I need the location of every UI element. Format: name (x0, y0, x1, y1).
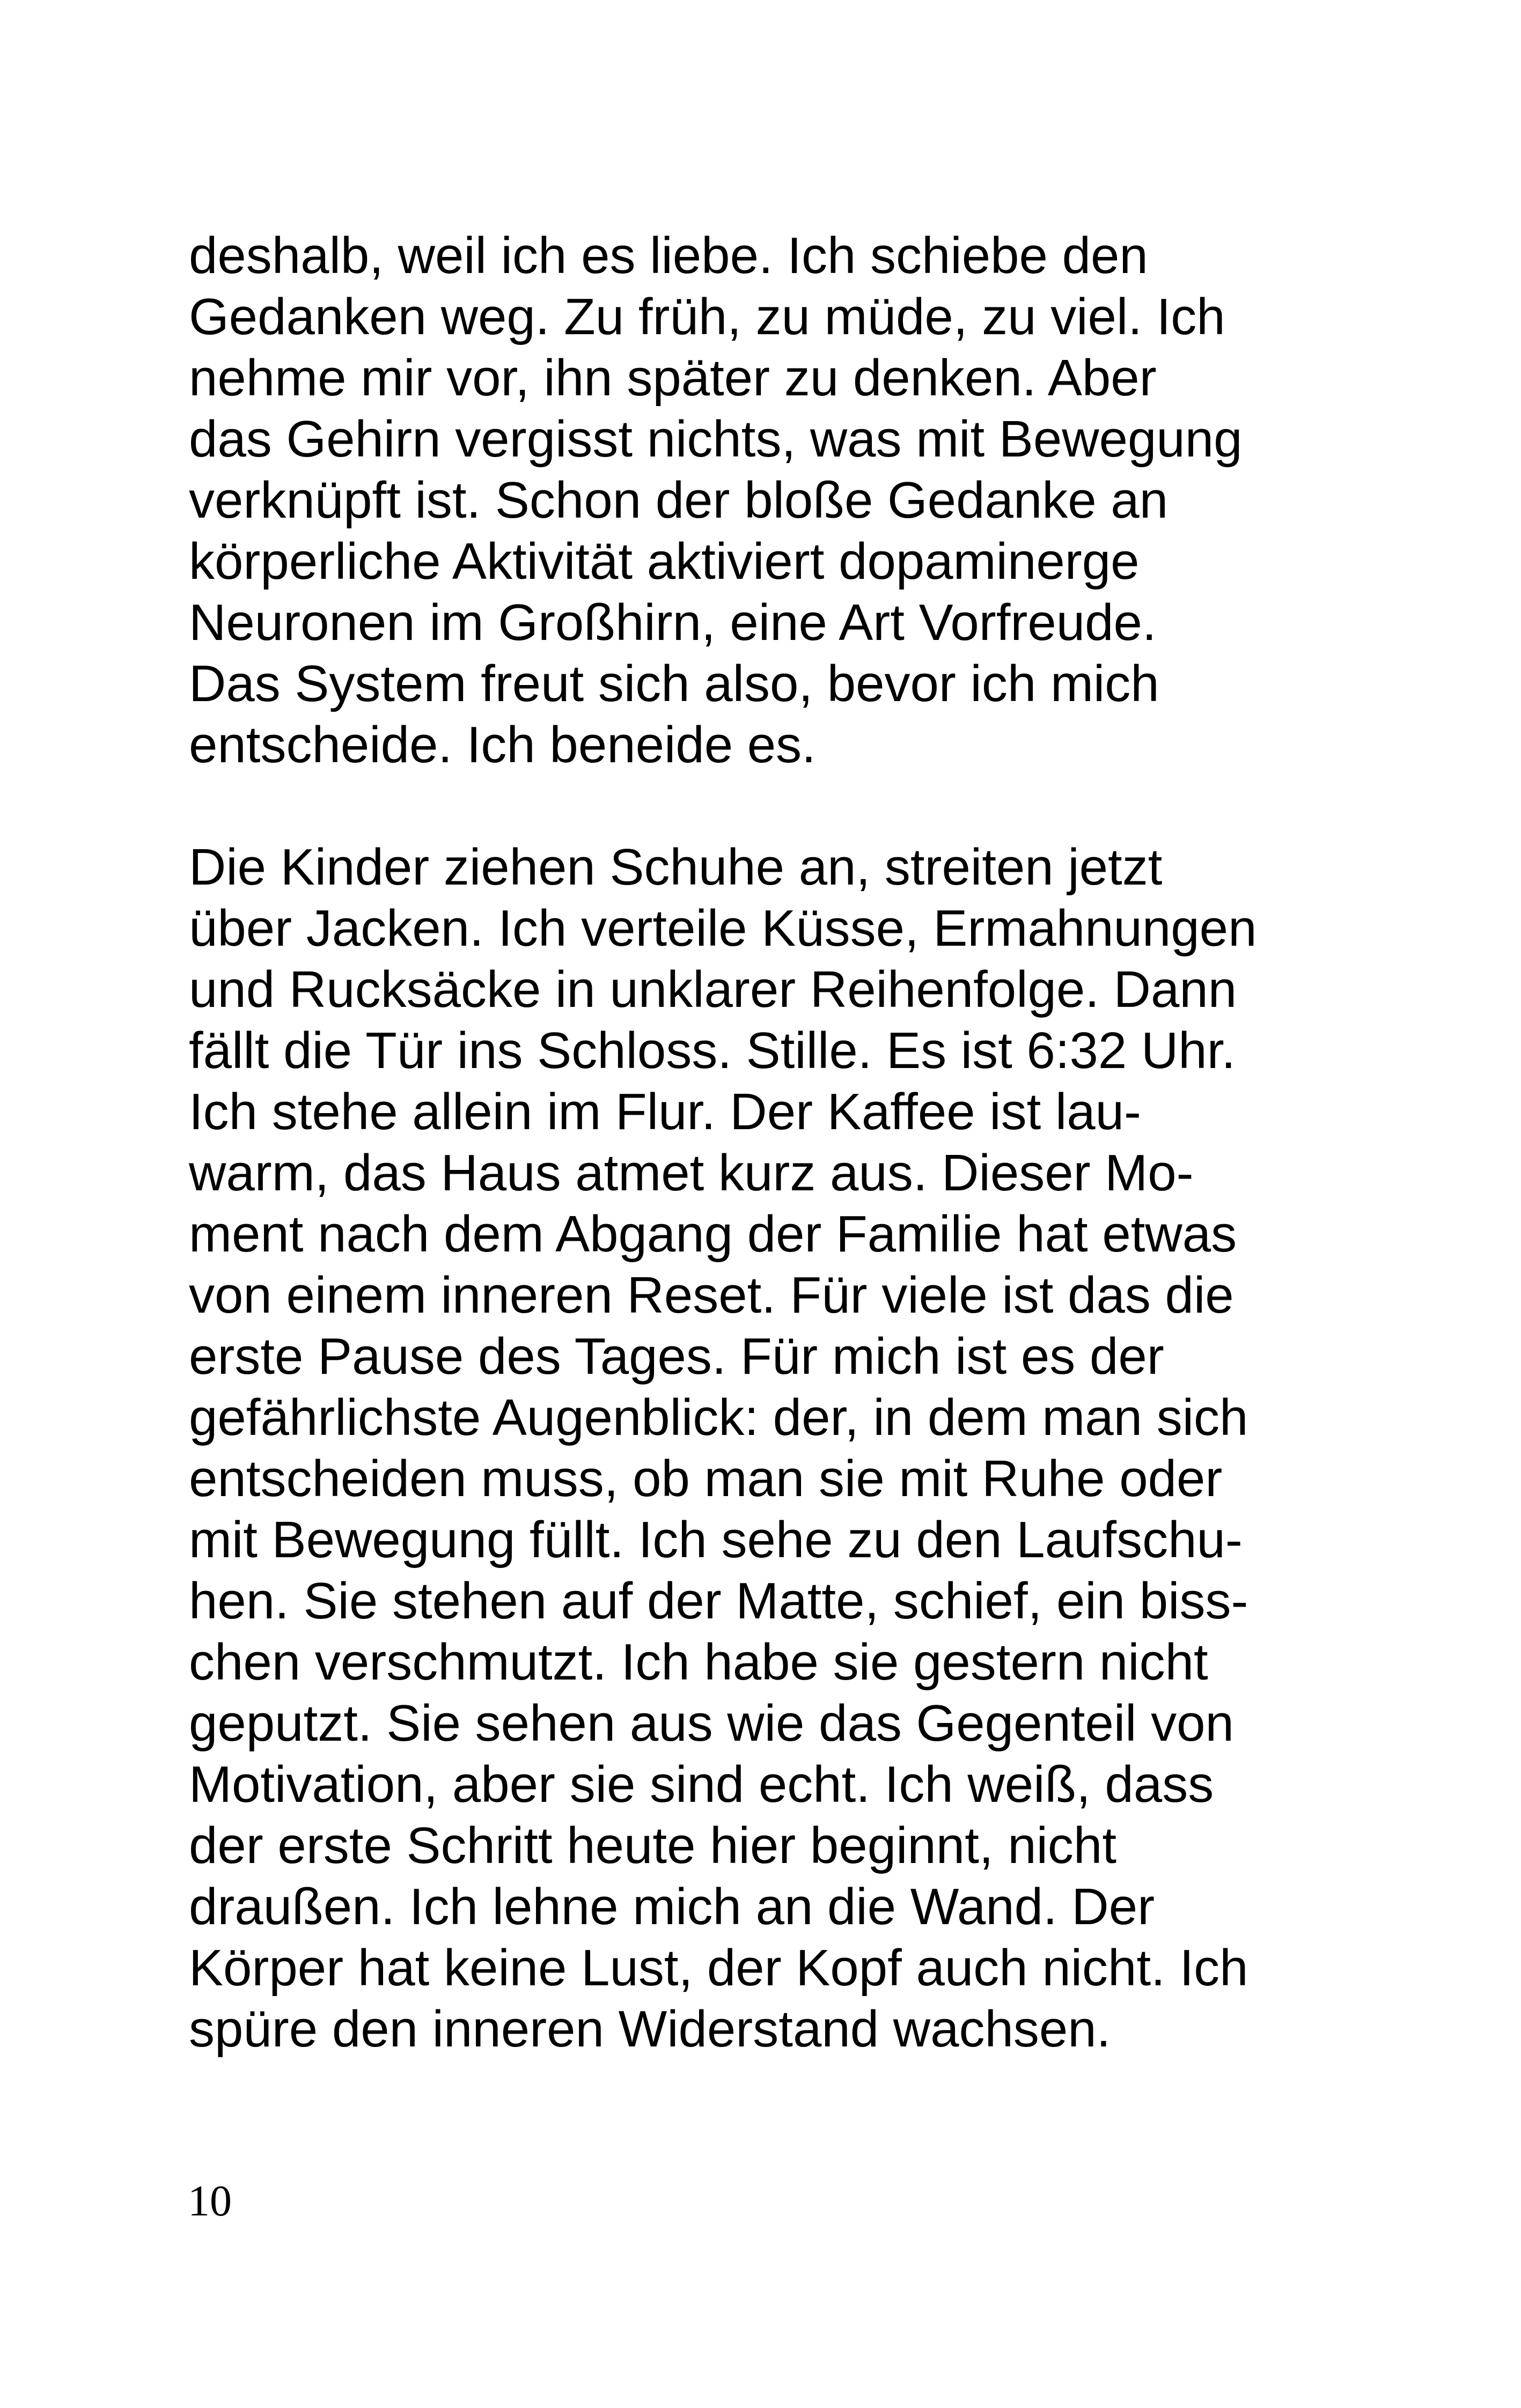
text-line: Motivation, aber sie sind echt. Ich weiß, dass (189, 1756, 1214, 1813)
text-line: Ich stehe allein im Flur. Der Kaffee ist lau- (189, 1083, 1142, 1140)
paragraph-1 (189, 225, 1316, 776)
text-line: gefährlichste Augenblick: der, in dem man sich (189, 1389, 1248, 1446)
text-line: nehme mir vor, ihn später zu denken. Aber (189, 349, 1157, 407)
text-line: warm, das Haus atmet kurz aus. Dieser Mo- (189, 1144, 1194, 1202)
paragraph-2 (189, 837, 1316, 2060)
text-line: körperliche Aktivität aktiviert dopaminerge (189, 533, 1140, 590)
text-line: Körper hat keine Lust, der Kopf auch nicht. Ich (189, 1939, 1248, 1997)
text-line: über Jacken. Ich verteile Küsse, Ermahnungen (189, 900, 1257, 957)
body-text (189, 225, 1316, 2060)
text-line: von einem inneren Reset. Für viele ist das die (189, 1266, 1234, 1324)
text-line: Die Kinder ziehen Schuhe an, streiten jetzt (189, 838, 1163, 896)
text-line: entscheiden muss, ob man sie mit Ruhe oder (189, 1450, 1223, 1507)
text-line: fällt die Tür ins Schloss. Stille. Es ist 6:32 Uhr. (189, 1022, 1236, 1079)
page-number: 10 (188, 2176, 232, 2225)
text-line: geputzt. Sie sehen aus wie das Gegenteil von (189, 1695, 1234, 1752)
text-line: draußen. Ich lehne mich an die Wand. Der (189, 1878, 1155, 1935)
text-line: spüre den inneren Widerstand wachsen. (189, 2000, 1111, 2058)
text-line: Neuronen im Großhirn, eine Art Vorfreude. (189, 594, 1157, 651)
text-line: mit Bewegung füllt. Ich sehe zu den Laufschu- (189, 1511, 1243, 1568)
text-line: verknüpft ist. Schon der bloße Gedanke an (189, 472, 1169, 529)
text-line: erste Pause des Tages. Für mich ist es der (189, 1328, 1164, 1385)
text-line: entscheide. Ich beneide es. (189, 716, 816, 774)
text-line: Gedanken weg. Zu früh, zu müde, zu viel. Ich (189, 288, 1225, 345)
text-line: ment nach dem Abgang der Familie hat etwas (189, 1205, 1237, 1263)
text-line: chen verschmutzt. Ich habe sie gestern nicht (189, 1633, 1208, 1691)
paragraph-spacer (189, 776, 1316, 837)
text-line: der erste Schritt heute hier beginnt, nicht (189, 1817, 1116, 1874)
text-line: deshalb, weil ich es liebe. Ich schiebe den (189, 227, 1148, 284)
text-line: hen. Sie stehen auf der Matte, schief, ein biss- (189, 1572, 1248, 1630)
text-line: und Rucksäcke in unklarer Reihenfolge. Dann (189, 961, 1237, 1018)
text-line: Das System freut sich also, bevor ich mich (189, 655, 1159, 712)
text-line: das Gehirn vergisst nichts, was mit Bewegung (189, 410, 1243, 468)
